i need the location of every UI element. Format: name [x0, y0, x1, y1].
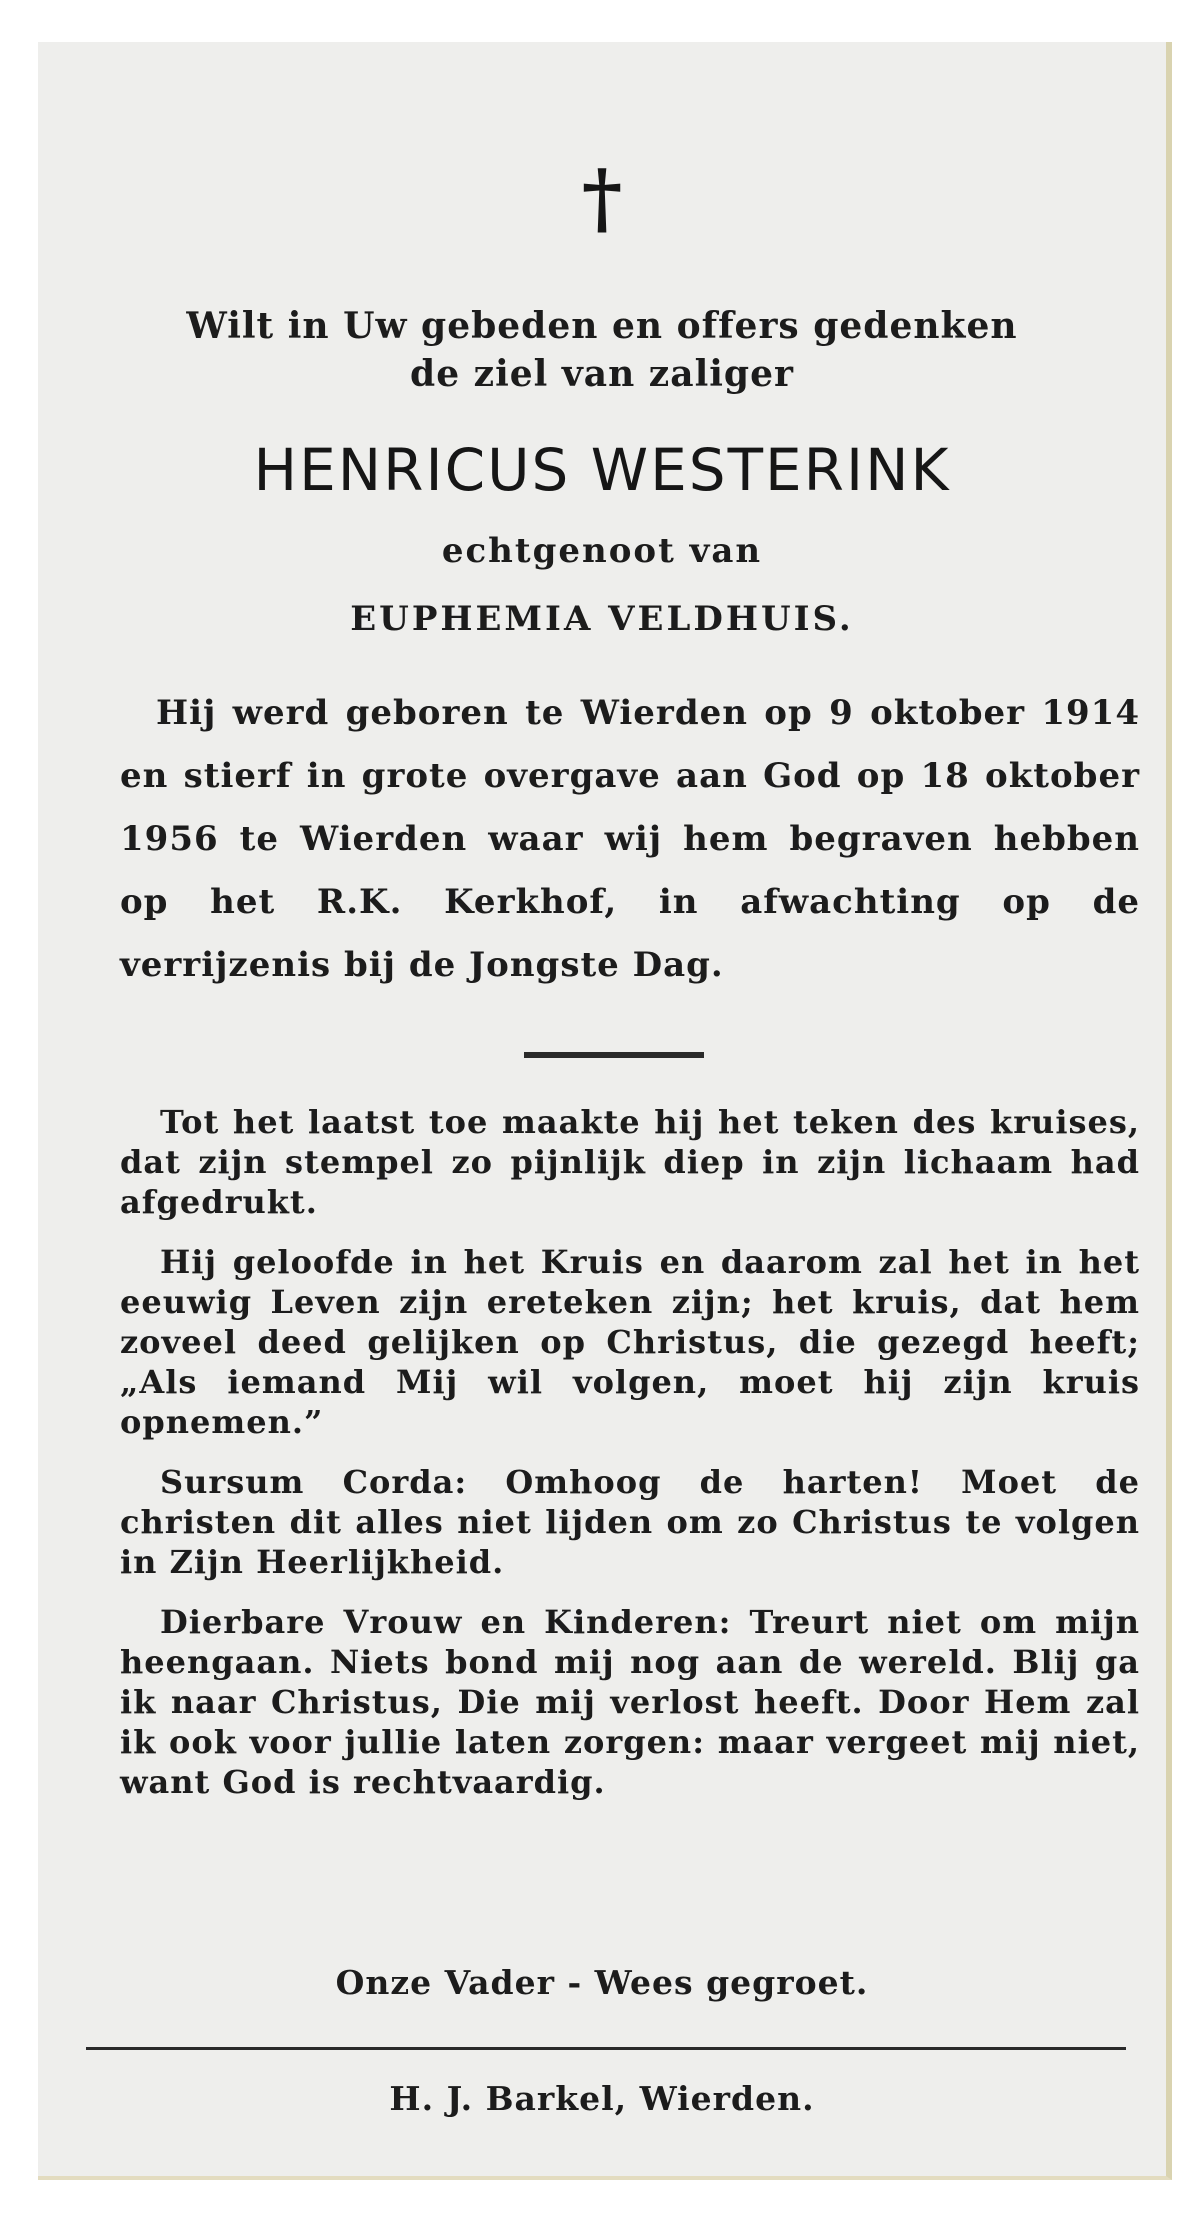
footer-rule: [86, 2047, 1126, 2050]
paragraph-faith-in-cross: Hij geloofde in het Kruis en daarom zal het in het eeuwig Leven zijn ereteken zijn; het kruis, dat hem zoveel deed gelijken op Christus, die gezegd heeft; „Als iemand Mij wil volgen, moet hij zijn kruis opnemen.”: [120, 1243, 1140, 1441]
separator-line: [524, 1052, 704, 1058]
spouse-label: echtgenoot van: [441, 531, 763, 571]
deceased-name: HENRICUS WESTERINK: [253, 436, 951, 504]
spouse-name: EUPHEMIA VELDHUIS.: [350, 599, 854, 639]
intro-line-1: Wilt in Uw gebeden en offers gedenken: [186, 305, 1018, 347]
intro-line-2: de ziel van zaliger: [410, 353, 794, 395]
biography: Hij werd geboren te Wierden op 9 oktober 1914 en stierf in grote overgave aan God op 18 oktober 1956 te Wierden waar wij hem begraven hebben op het R.K. Kerkhof, in afwachting op de verrijzenis bij de Jongste Dag.: [120, 693, 1140, 985]
paragraph-sursum-corda: Sursum Corda: Omhoog de harten! Moet de christen dit alles niet lijden om zo Christus te volgen in Zijn Heerlijkheid.: [120, 1463, 1140, 1581]
reflection-paragraphs: [120, 1102, 1140, 1822]
memorial-card: [38, 42, 1172, 2180]
cross-icon: †: [581, 153, 623, 244]
intro-text: [38, 302, 1166, 398]
printer-credit: H. J. Barkel, Wierden.: [389, 2079, 815, 2118]
paragraph-sign-of-cross: Tot het laatst toe maakte hij het teken des kruises, dat zijn stempel zo pijnlijk diep in zijn lichaam had afgedrukt.: [120, 1103, 1140, 1221]
paragraph-farewell: Dierbare Vrouw en Kinderen: Treurt niet om mijn heengaan. Niets bond mij nog aan de wereld. Blij ga ik naar Christus, Die mij verlost heeft. Door Hem zal ik ook voor jullie laten zorgen: maar vergeet mij niet, want God is rechtvaardig.: [120, 1603, 1140, 1801]
closing-prayer: Onze Vader - Wees gegroet.: [335, 1963, 869, 2002]
